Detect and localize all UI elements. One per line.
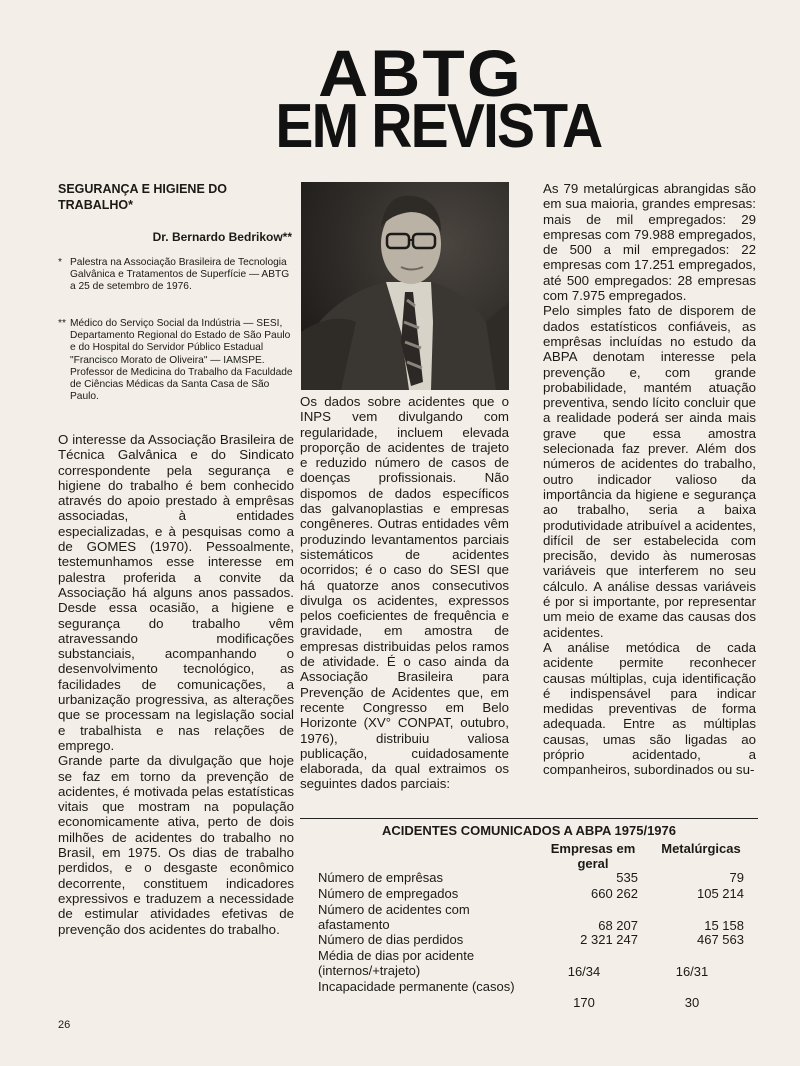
- article-author: Dr. Bernardo Bedrikow**: [152, 230, 292, 244]
- table-row-label: Número de acidentes com afastamento: [318, 902, 470, 932]
- column-1-paragraph-2: Grande parte da divulgação que hoje se faz em torno da prevenção de acidentes, é motivada pelas estatísticas vitais que mostram na população economicamente ativa, perto de dois milhões de acidentes do trabalho no Brasil, em 1975. Os dias de trabalho perdidos, e o desgaste econômico decorrente, constituem indicadores expressivos e traduzem a necessidade de estimular atividades efetivas de prevenção dos acidentes do trabalho.: [58, 753, 294, 937]
- table-cell-empresas-geral: 535: [616, 870, 638, 885]
- table-row-label: Número de empregados: [318, 886, 459, 901]
- table-cell-metalurgicas: 105 214: [697, 886, 744, 901]
- magazine-title-line1: ABTG: [318, 36, 523, 110]
- author-photo: [301, 182, 509, 390]
- table-title: ACIDENTES COMUNICADOS A ABPA 1975/1976: [381, 823, 676, 838]
- article-heading: SEGURANÇA E HIGIENE DO TRABALHO*: [58, 182, 228, 212]
- footnote-2-mark: **: [58, 318, 66, 329]
- table-row: [300, 979, 758, 1011]
- table-cell-metalurgicas: 79: [729, 870, 744, 885]
- column-3-paragraph-3: A análise metódica de cada acidente permite reconhecer causas múltiplas, cuja identificação é indispensável para indicar medidas preventivas de forma adequada. Entre as múltiplas causas, umas são ligadas ao próprio acidentado, a companheiros, subordinados ou su-: [543, 639, 756, 778]
- table-cell-empresas-geral: 2 321 247: [580, 932, 638, 947]
- column-3: [543, 181, 756, 778]
- column-1-paragraph-1: O interesse da Associação Brasileira de Técnica Galvânica e do Sindicato correspondente pela segurança e higiene do trabalho é bem conhecido através do apoio prestado à emprêsas associadas, à entidades especializadas, e à pesquisas como a de GOMES (1970). Pessoalmente, testemunhamos esse interesse em palestra proferida a convite da Associação há alguns anos passados. Desde essa ocasião, a higiene e segurança do trabalho vêm atravessando modificações substanciais, acompanhando o desenvolvimento tecnológico, as facilidades de comunicações, a urbanização progressiva, as alterações que se processam na legislação social e trabalhista e nas relações de emprego.: [58, 432, 294, 753]
- footnote-1-mark: *: [58, 257, 62, 268]
- table-row: [300, 948, 758, 980]
- table-row: [300, 870, 758, 886]
- column-3-paragraph-1: As 79 metalúrgicas abrangidas são em sua maioria, grandes empresas: mais de mil empregados: 29 empresas com 79.988 empregados, de 500 a mil empregados: 22 empresas com 17.251 empregados, até 500 empregados: 28 empresas com 7.975 empregados.: [543, 181, 756, 304]
- table-row-label: Número de emprêsas: [318, 870, 443, 885]
- footnote-2b-text: Professor de Medicina do Trabalho da Faculdade de Ciências Médicas da Santa Casa de São Paulo.: [70, 366, 293, 403]
- page-number: 26: [58, 1019, 71, 1031]
- author-portrait-image: [301, 182, 509, 390]
- table-header-empresas-geral: Empresas em geral: [550, 841, 636, 871]
- column-3-paragraph-2: Pelo simples fato de disporem de dados estatísticos confiáveis, as emprêsas incluídas no estudo da ABPA denotam interesse pela prevenção e, com grande probabilidade, mantém atuação preventiva, sendo lícito concluir que a realidade poderá ser ainda mais grave que essa amostra selecionada faz prever. Além dos números de acidentes do trabalho, outro indicador valioso da importância da higiene e segurança ao trabalho, seria a baixa produtividade atribuível a acidentes, difícil de ser estabelecida com precisão, devido às numerosas variáveis que interferem no seu cálculo. A análise dessas variáveis é por si importante, por representar um meio de exame das causas dos acidentes.: [543, 303, 756, 640]
- footnote-2-text: Médico do Serviço Social da Indústria — SESI, Departamento Regional do Estado de São Paulo e do Hospital do Servidor Público Estadual "Francisco Morato de Oliveira" — IAMSPE.: [70, 318, 291, 366]
- table-row-label: Número de dias perdidos: [318, 932, 464, 947]
- table-cell-empresas-geral: 68 207: [598, 918, 638, 933]
- magazine-title-line2: EM REVISTA: [275, 92, 602, 161]
- footnote-1: [58, 257, 294, 294]
- table-cell-empresas-geral: 170: [573, 995, 595, 1010]
- footnote-2: [58, 318, 294, 403]
- table-cell-metalurgicas: 15 158: [704, 918, 744, 933]
- column-2: [300, 394, 509, 792]
- table-cell-metalurgicas: 16/31: [675, 964, 709, 979]
- table-row-label: Incapacidade permanente (casos): [318, 979, 515, 994]
- table-row: [300, 902, 758, 934]
- column-1: [58, 432, 294, 937]
- table-header-metalurgicas: Metalúrgicas: [661, 841, 741, 856]
- table-row: [300, 886, 758, 902]
- table-cell-metalurgicas: 467 563: [697, 932, 744, 947]
- table-row-label: Média de dias por acidente (internos/+trajeto): [318, 948, 475, 978]
- accidents-table: [300, 818, 758, 1011]
- table-cell-metalurgicas: 30: [684, 995, 700, 1010]
- table-cell-empresas-geral: 16/34: [567, 964, 601, 979]
- column-2-paragraph-1: Os dados sobre acidentes que o INPS vem divulgando com regularidade, incluem elevada proporção de acidentes de trajeto e reduzido número de casos de doenças profissionais. Não dispomos de dados específicos das galvanoplastias e empresas congêneres. Outras entidades vêm produzindo levantamentos parciais sistemáticos de acidentes ocorridos; é o caso do SESI que há quatorze anos consecutivos divulga os acidentes, expressos pelos coeficientes de frequência e gravidade, em amostra de empresas distribuidas pelos ramos de atividade. É o caso ainda da Associação Brasileira para Prevenção de Acidentes que, em recente Congresso em Belo Horizonte (XV° CONPAT, outubro, 1976), distribuiu valiosa publicação, cuidadosamente elaborada, da qual extraimos os seguintes dados parciais:: [300, 394, 509, 792]
- footnote-1-text: Palestra na Associação Brasileira de Tecnologia Galvânica e Tratamentos de Superfície — ABTG a 25 de setembro de 1976.: [70, 257, 290, 293]
- table-row: [300, 932, 758, 948]
- table-cell-empresas-geral: 660 262: [591, 886, 638, 901]
